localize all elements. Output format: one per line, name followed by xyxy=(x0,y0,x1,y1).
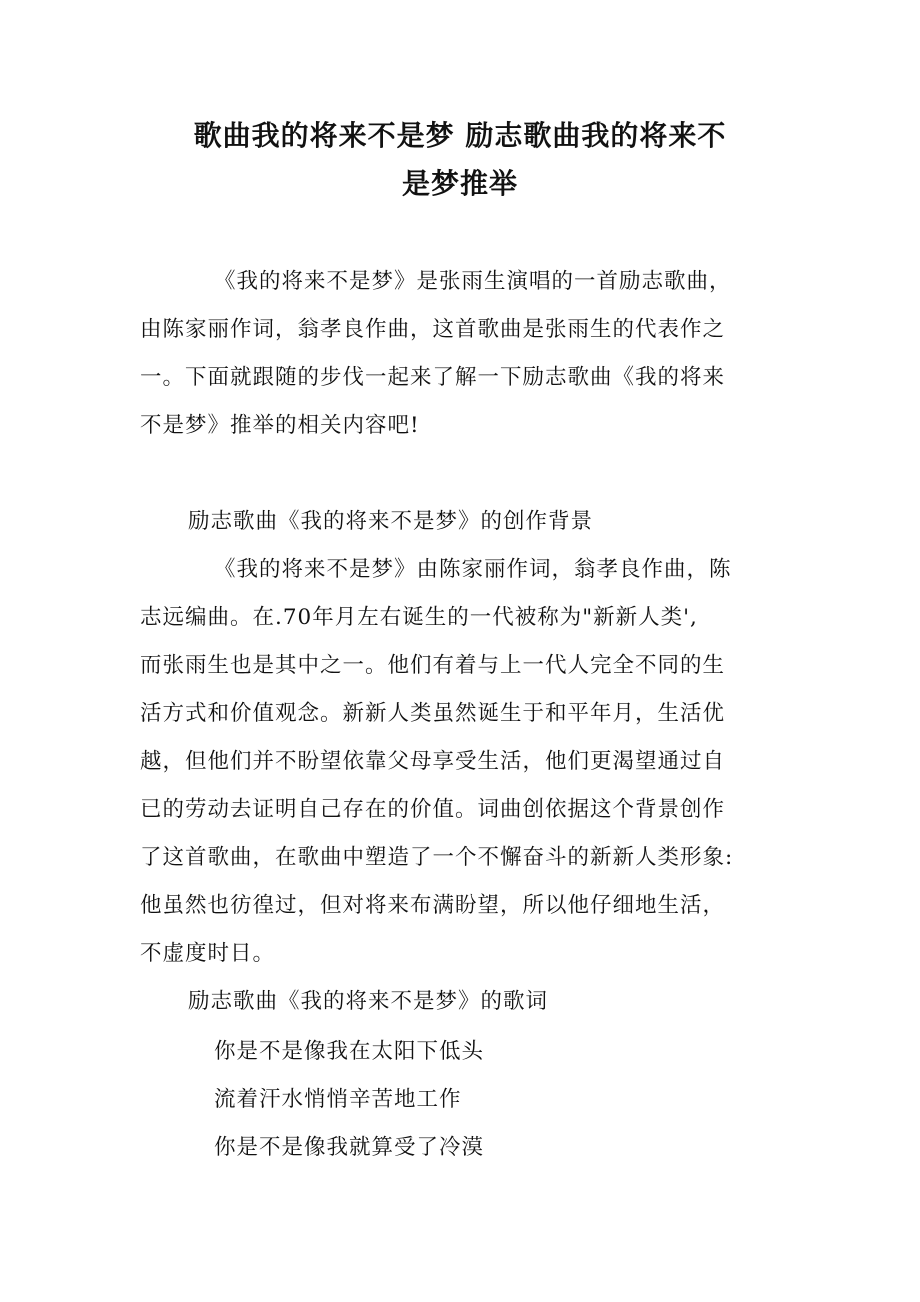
background-line: 他虽然也彷徨过，但对将来布满盼望，所以他仔细地生活， xyxy=(140,893,726,918)
title-line-1: 歌曲我的将来不是梦 励志歌曲我的将来不 xyxy=(193,119,727,152)
background-line: 活方式和价值观念。新新人类虽然诞生于和平年月，生活优 xyxy=(140,701,726,726)
intro-paragraph xyxy=(140,258,800,450)
lyric-line: 你是不是像我在太阳下低头 xyxy=(214,1039,485,1064)
document-title xyxy=(120,112,800,208)
intro-line: 一。下面就跟随的步伐一起来了解一下励志歌曲《我的将来 xyxy=(140,365,726,390)
lyric-line: 你是不是像我就算受了冷漠 xyxy=(214,1135,485,1160)
background-line: 志远编曲。在.70年月左右诞生的一代被称为"新新人类', xyxy=(140,605,698,630)
background-paragraph xyxy=(140,546,800,978)
section-heading-background: 励志歌曲《我的将来不是梦》的创作背景 xyxy=(188,509,594,534)
lyric-line: 流着汗水悄悄辛苦地工作 xyxy=(214,1087,462,1112)
background-line: 了这首歌曲，在歌曲中塑造了一个不懈奋斗的新新人类形象: xyxy=(140,845,734,870)
background-line: 越，但他们并不盼望依靠父母享受生活，他们更渴望通过自 xyxy=(140,749,726,774)
section-heading-lyrics: 励志歌曲《我的将来不是梦》的歌词 xyxy=(188,989,549,1014)
title-line-2: 是梦推举 xyxy=(401,167,518,200)
background-line: 已的劳动去证明自己存在的价值。词曲创依据这个背景创作 xyxy=(140,797,726,822)
intro-line: 《我的将来不是梦》是张雨生演唱的一首励志歌曲， xyxy=(214,269,732,294)
background-line: 《我的将来不是梦》由陈家丽作词，翁孝良作曲，陈 xyxy=(214,557,732,582)
intro-line: 不是梦》推举的相关内容吧! xyxy=(140,413,420,438)
background-line: 不虚度时日。 xyxy=(140,941,276,966)
background-line: 而张雨生也是其中之一。他们有着与上一代人完全不同的生 xyxy=(140,653,726,678)
intro-line: 由陈家丽作词，翁孝良作曲，这首歌曲是张雨生的代表作之 xyxy=(140,317,726,342)
